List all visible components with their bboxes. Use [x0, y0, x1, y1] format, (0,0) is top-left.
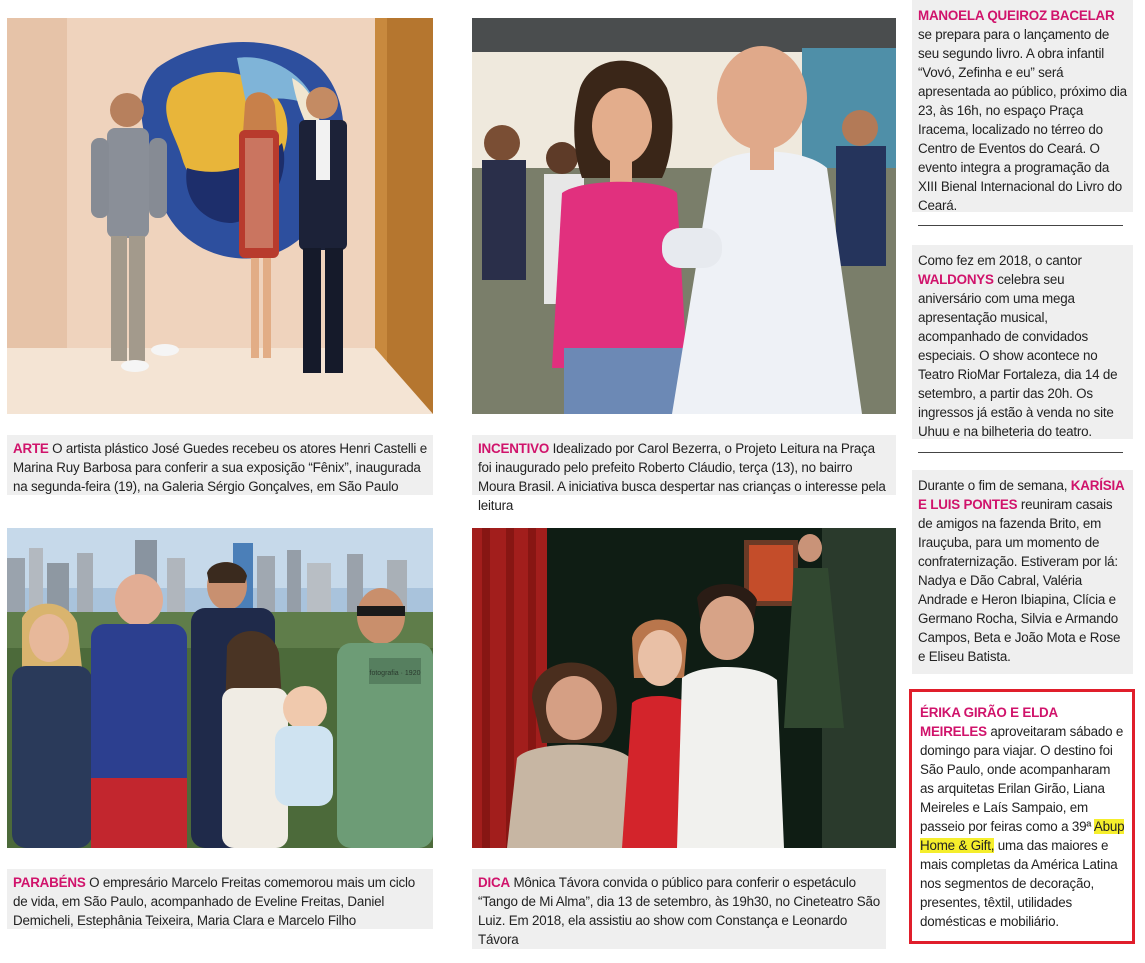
sidebar-note-manoela — [912, 0, 1133, 212]
photo-dica — [472, 528, 896, 848]
note-body: se prepara para o lançamento de seu segundo livro. A obra infantil “Vovó, Zefinha e eu” será apresentada ao público, próximo dia 23, às 16h, no espaço Praça Iracema, localizado no térreo do Centro de Eventos do Ceará. O evento integra a programação da XIII Bienal Internacional do Livro do Ceará. — [918, 27, 1127, 213]
note-name: KARÍSIA E LUIS PONTES — [918, 478, 1124, 512]
caption-parabens — [7, 869, 433, 929]
caption-label: ARTE — [13, 441, 49, 456]
divider — [918, 225, 1123, 226]
caption-arte — [7, 435, 433, 495]
note-intro: Durante o fim de semana, — [918, 478, 1071, 493]
note-name: ÉRIKA GIRÃO E ELDA MEIRELES — [920, 705, 1058, 739]
caption-text: Mônica Távora convida o público para conferir o espetáculo “Tango de Mi Alma”, dia 13 de setembro, às 19h30, no Cineteatro São Luiz. Em 2018, ela assistiu ao show com Constança e Leonardo Távora — [478, 875, 880, 947]
note-name: MANOELA QUEIROZ BACELAR — [918, 8, 1115, 23]
note-name: WALDONYS — [918, 272, 994, 287]
caption-label: INCENTIVO — [478, 441, 550, 456]
note-tail: uma das maiores e mais completas da América Latina nos segmentos de decoração, presentes, têxtil, utilidades domésticas e mobiliário. — [920, 838, 1118, 929]
note-intro: Como fez em 2018, o cantor — [918, 253, 1082, 268]
note-body: reuniram casais de amigos na fazenda Brito, em Irauçuba, para um momento de confraternização. Estiveram por lá: Nadya e Dão Cabral, Valéria Andrade e Heron Ibiapina, Clícia e Germano Rocha, Silvia e Armando Campos, Beta e João Mota e Rose e Eliseu Batista. — [918, 497, 1121, 664]
caption-text: O empresário Marcelo Freitas comemorou mais um ciclo de vida, em São Paulo, acompanhado de Eveline Freitas, Daniel Demicheli, Estephânia Teixeira, Maria Clara e Marcelo Filho — [13, 875, 416, 928]
poster-text: fotografia · 1920 — [369, 670, 421, 677]
photo-incentivo — [472, 18, 896, 414]
caption-text: Idealizado por Carol Bezerra, o Projeto Leitura na Praça foi inaugurado pelo prefeito Roberto Cláudio, terça (13), no bairro Moura Brasil. A iniciativa busca despertar nas crianças o interesse pela leitura — [478, 441, 886, 513]
caption-incentivo — [472, 435, 896, 513]
divider — [918, 452, 1123, 453]
caption-label: DICA — [478, 875, 510, 890]
note-body: aproveitaram sábado e domingo para viajar. O destino foi São Paulo, onde acompanharam as arquitetas Erilan Girão, Liana Meireles e Laís Sampaio, em passeio por feiras como a 39ª — [920, 724, 1124, 834]
highlighted-fair-name: Abup Home & Gift, — [920, 819, 1125, 853]
caption-text: O artista plástico José Guedes recebeu os atores Henri Castelli e Marina Ruy Barbosa para conferir a sua exposição “Fênix”, inaugurada na segunda-feira (19), na Galeria Sérgio Gonçalves, em São Paulo — [13, 441, 427, 494]
sidebar-note-waldonys — [912, 245, 1133, 439]
highlight-box — [909, 689, 1135, 944]
note-body: celebra seu aniversário com uma mega apresentação musical, acompanhado de convidados especiais. O show acontece no Teatro RioMar Fortaleza, dia 14 de setembro, a partir das 20h. Os ingressos já estão à venda no site Uhuu e na bilheteria do teatro. — [918, 272, 1118, 439]
photo-parabens — [7, 528, 433, 848]
sidebar-note-karisia — [912, 470, 1133, 674]
photo-arte — [7, 18, 433, 414]
caption-dica — [472, 869, 886, 949]
caption-label: PARABÉNS — [13, 875, 86, 890]
